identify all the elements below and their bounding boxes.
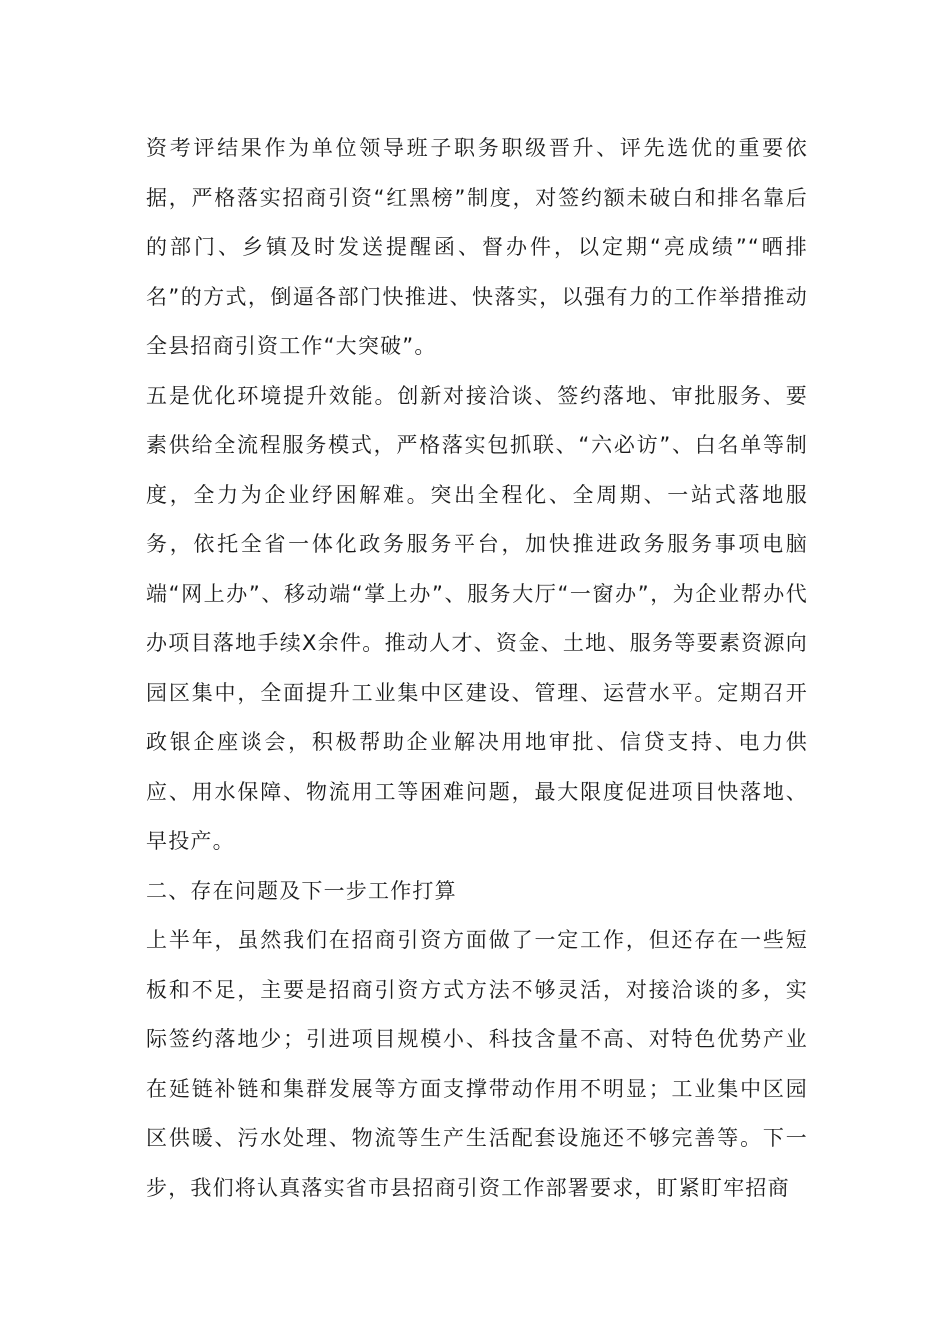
paragraph-optimize-environment: 五是优化环境提升效能。创新对接洽谈、签约落地、审批服务、要素供给全流程服务模式，严格落实包抓联、“六必访”、白名单等制度，全力为企业纾困解难。突出全程化、全周期、一站式落地服务，依托全省一体化政务服务平台，加快推进政务服务事项电脑端“网上办”、移动端“掌上办”、服务大厅“一窗办”，为企业帮办代办项目落地手续X余件。推动人才、资金、土地、服务等要素资源向园区集中，全面提升工业集中区建设、管理、运营水平。定期召开政银企座谈会，积极帮助企业解决用地审批、信贷支持、电力供应、用水保障、物流用工等困难问题，最大限度促进项目快落地、早投产。 xyxy=(146,383,808,853)
paragraph-first-half-summary: 上半年，虽然我们在招商引资方面做了一定工作，但还存在一些短板和不足，主要是招商引资方式方法不够灵活，对接洽谈的多，实际签约落地少；引进项目规模小、科技含量不高、对特色优势产业在延链补链和集群发展等方面支撑带动作用不明显；工业集中区园区供暖、污水处理、物流等生产生活配套设施还不够完善等。下一步，我们将认真落实省市县招商引资工作部署要求，盯紧盯牢招商 xyxy=(146,928,808,1200)
paragraph-evaluation-results: 资考评结果作为单位领导班子职务职级晋升、评先选优的重要依据，严格落实招商引资“红黑榜”制度，对签约额未破白和排名靠后的部门、乡镇及时发送提醒函、督办件，以定期“亮成绩”“晒排名”的方式，倒逼各部门快推进、快落实，以强有力的工作举措推动全县招商引资工作“大突破”。 xyxy=(146,136,808,358)
section-heading-problems-next-steps: 二、存在问题及下一步工作打算 xyxy=(146,878,457,903)
document-body xyxy=(146,124,808,1213)
